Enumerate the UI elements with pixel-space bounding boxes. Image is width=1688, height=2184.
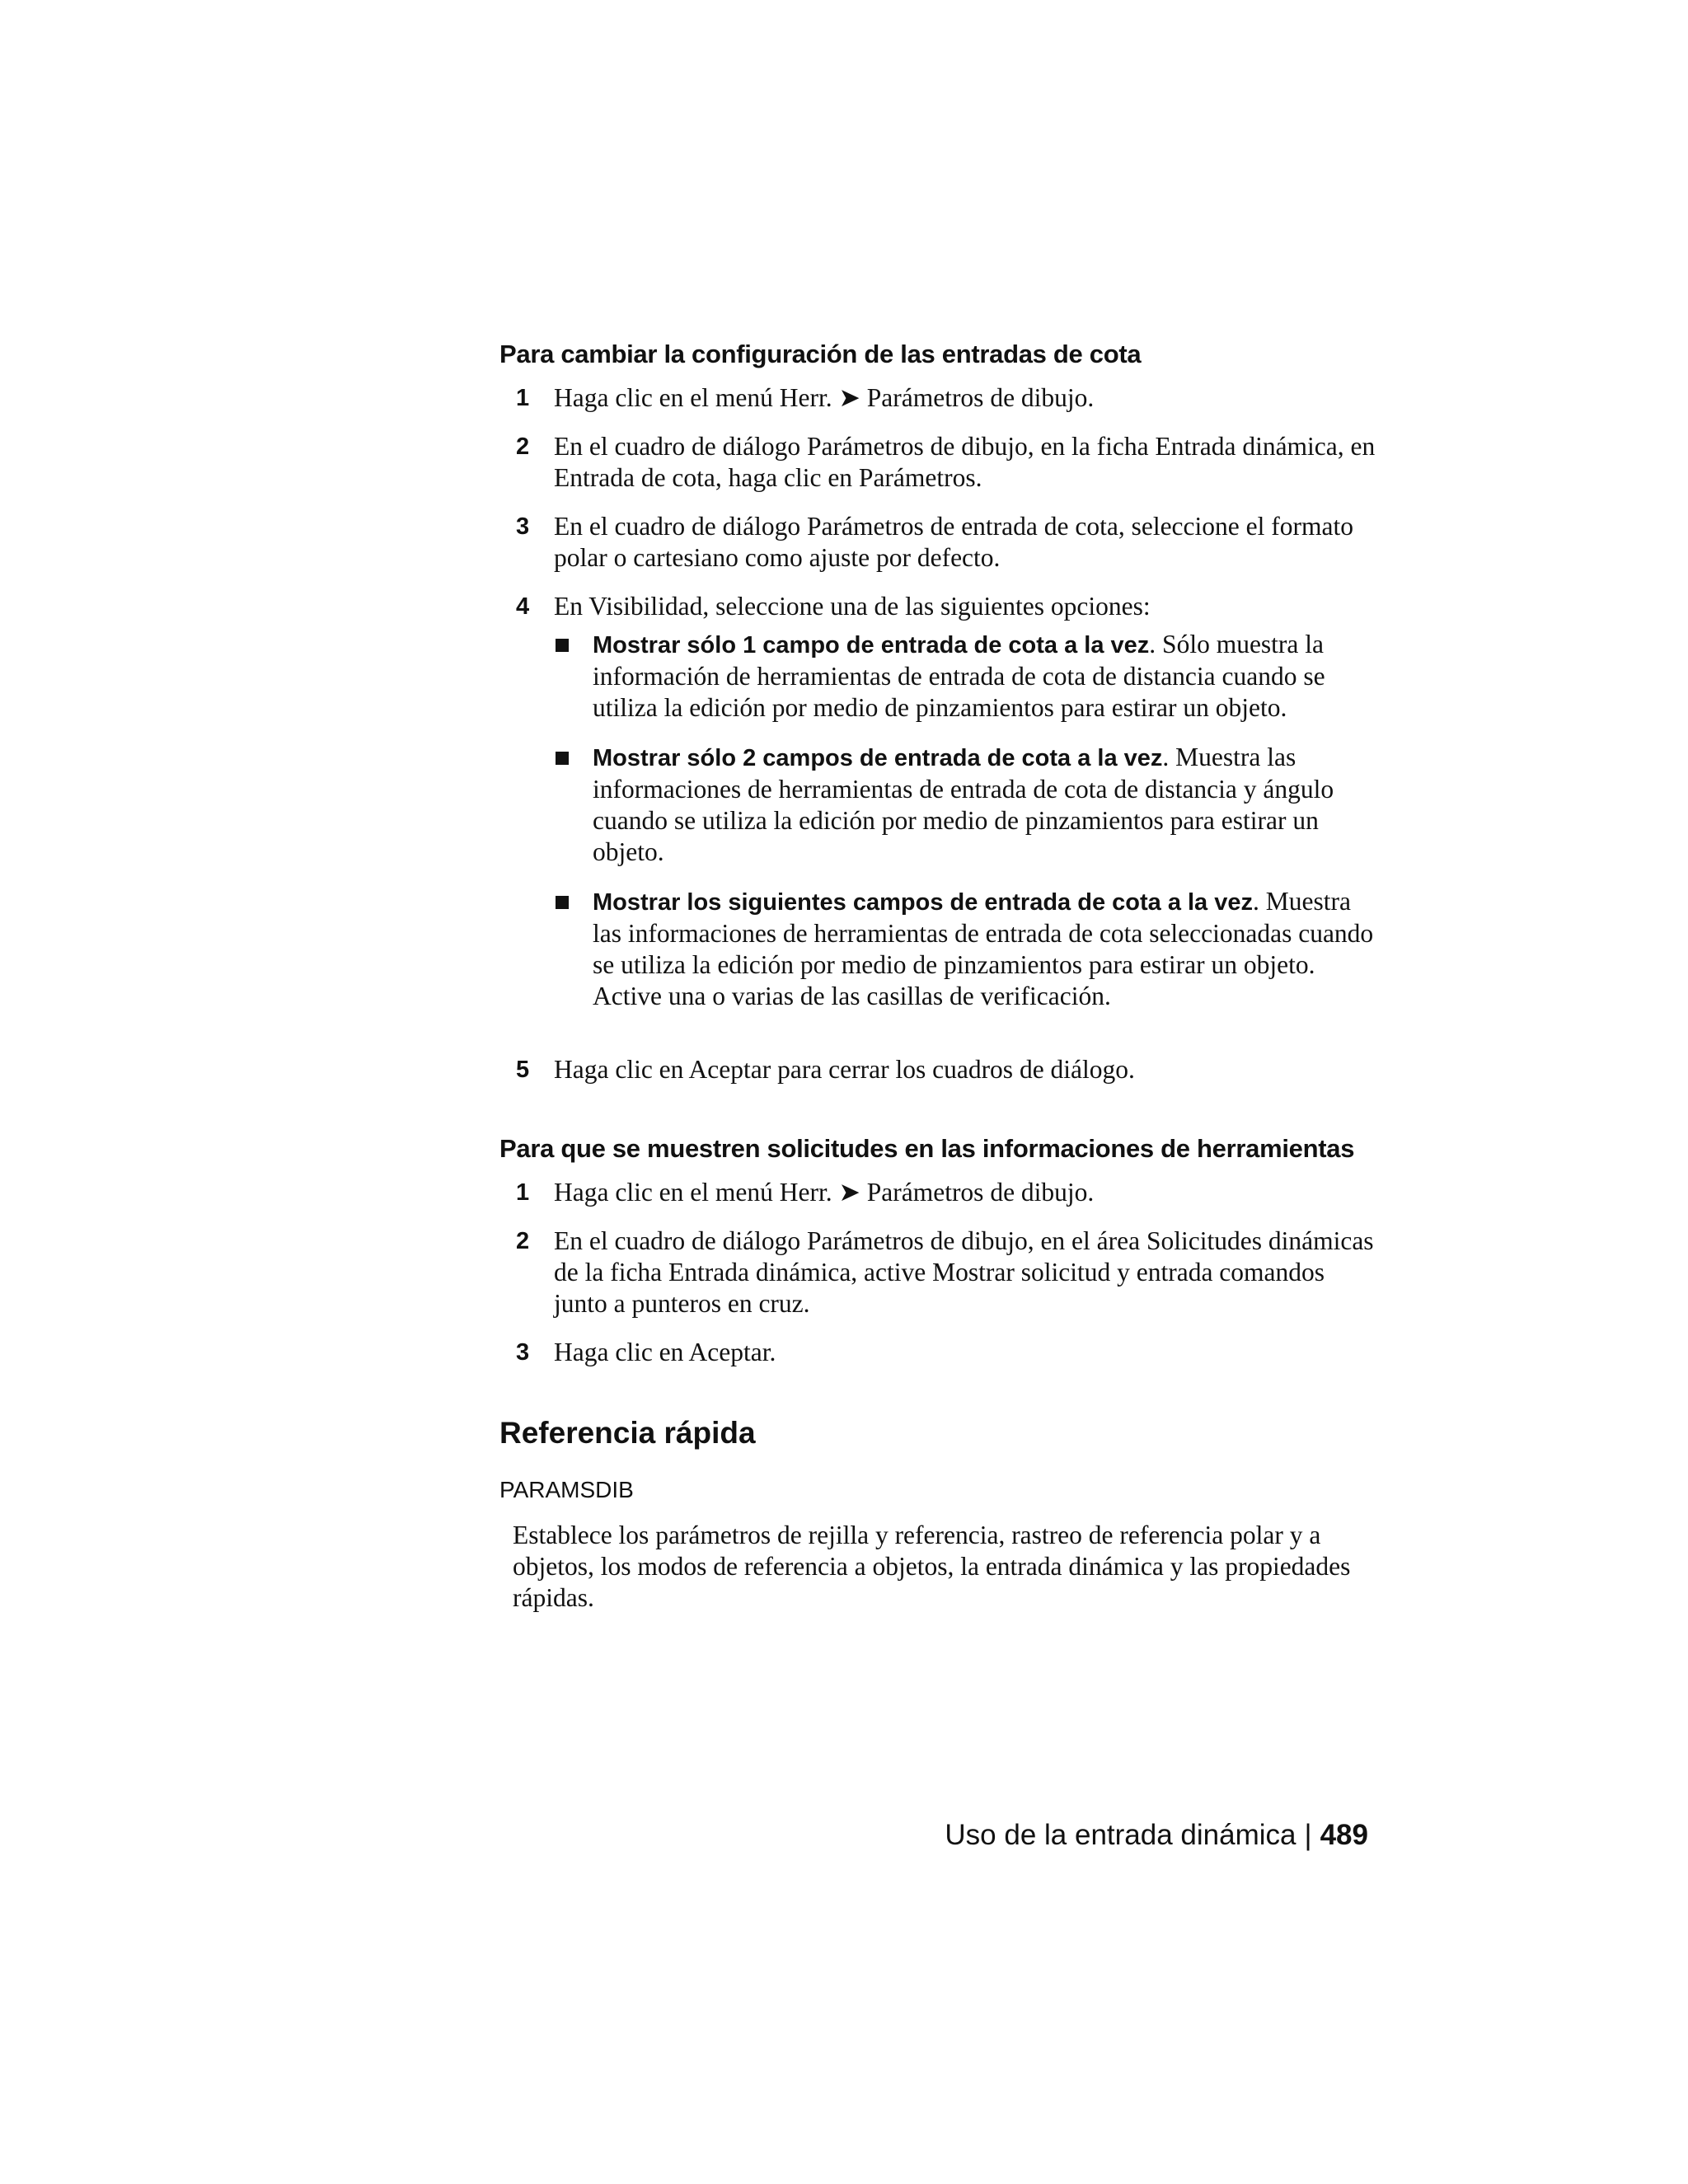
option-description: . Sólo muestra la información de herramientas de entrada de cota de distancia cuando se utiliza la edición por medio de pinzamientos para estirar un objeto. — [593, 630, 1325, 722]
square-bullet-icon — [554, 629, 593, 724]
steps-list-dimension-input — [499, 382, 1381, 1085]
step-text: Haga clic en el menú Herr. ➤ Parámetros de dibujo. — [554, 1178, 1095, 1207]
option-name: Mostrar sólo 2 campos de entrada de cota a la vez — [593, 745, 1163, 771]
step-number: 1 — [516, 1179, 530, 1206]
page-content — [499, 338, 1381, 1614]
step-text: En el cuadro de diálogo Parámetros de entrada de cota, seleccione el formato polar o cartesiano como ajuste por defecto. — [554, 512, 1353, 572]
step-number: 3 — [516, 1339, 530, 1366]
command-name: PARAMSDIB — [499, 1477, 634, 1502]
step-item — [499, 1337, 1381, 1368]
step-text: En el cuadro de diálogo Parámetros de dibujo, en la ficha Entrada dinámica, en Entrada de cota, haga clic en Parámetros. — [554, 432, 1376, 492]
step-number: 3 — [516, 513, 530, 540]
step-item — [499, 511, 1381, 574]
option-name: Mostrar los siguientes campos de entrada de cota a la vez — [593, 889, 1253, 916]
step-item — [499, 431, 1381, 494]
footer-chapter-title: Uso de la entrada dinámica — [945, 1819, 1296, 1851]
option-description: . Muestra las informaciones de herramientas de entrada de cota seleccionadas cuando se utiliza la edición por medio de pinzamientos para estirar un objeto. Active una o varias de las casillas de verificación. — [593, 887, 1374, 1010]
step-content — [554, 591, 1381, 1037]
step-number: 4 — [516, 593, 530, 620]
step-number: 1 — [516, 385, 530, 411]
option-text — [593, 629, 1381, 724]
step-item — [499, 1054, 1381, 1085]
procedure-title-dimension-input: Para cambiar la configuración de las entradas de cota — [499, 340, 1142, 368]
option-item — [554, 742, 1381, 868]
step-text: Haga clic en el menú Herr. ➤ Parámetros de dibujo. — [554, 383, 1095, 412]
command-description: Establece los parámetros de rejilla y referencia, rastreo de referencia polar y a objetos, los modos de referencia a objetos, la entrada dinámica y las propiedades rápidas. — [513, 1521, 1351, 1612]
step-number: 5 — [516, 1057, 530, 1083]
step-item — [499, 1226, 1381, 1319]
quick-reference-heading: Referencia rápida — [499, 1416, 756, 1450]
square-bullet-icon — [554, 886, 593, 1012]
steps-list-tooltip-prompts — [499, 1177, 1381, 1368]
option-description: . Muestra las informaciones de herramientas de entrada de cota de distancia y ángulo cuando se utiliza la edición por medio de pinzamientos para estirar un objeto. — [593, 743, 1334, 866]
page-footer — [945, 1817, 1368, 1854]
option-name: Mostrar sólo 1 campo de entrada de cota a la vez — [593, 632, 1150, 658]
page-number: 489 — [1320, 1819, 1368, 1851]
step-item — [499, 591, 1381, 1037]
step-text: Haga clic en Aceptar para cerrar los cuadros de diálogo. — [554, 1055, 1135, 1084]
step-item — [499, 1177, 1381, 1208]
visibility-options-list — [554, 629, 1381, 1012]
option-text — [593, 886, 1381, 1012]
section-spacer — [499, 1103, 1381, 1132]
step-number: 2 — [516, 434, 530, 460]
step-text: Haga clic en Aceptar. — [554, 1338, 776, 1366]
option-item — [554, 629, 1381, 724]
option-text — [593, 742, 1381, 868]
footer-separator: | — [1304, 1819, 1312, 1851]
procedure-title-tooltip-prompts: Para que se muestren solicitudes en las informaciones de herramientas — [499, 1134, 1355, 1163]
option-item — [554, 886, 1381, 1012]
step-item — [499, 382, 1381, 414]
square-bullet-icon — [554, 742, 593, 868]
step-text: En Visibilidad, seleccione una de las siguientes opciones: — [554, 592, 1151, 621]
step-text: En el cuadro de diálogo Parámetros de dibujo, en el área Solicitudes dinámicas de la ficha Entrada dinámica, active Mostrar solicitud y entrada comandos junto a punteros en cruz. — [554, 1226, 1374, 1318]
step-number: 2 — [516, 1228, 530, 1254]
